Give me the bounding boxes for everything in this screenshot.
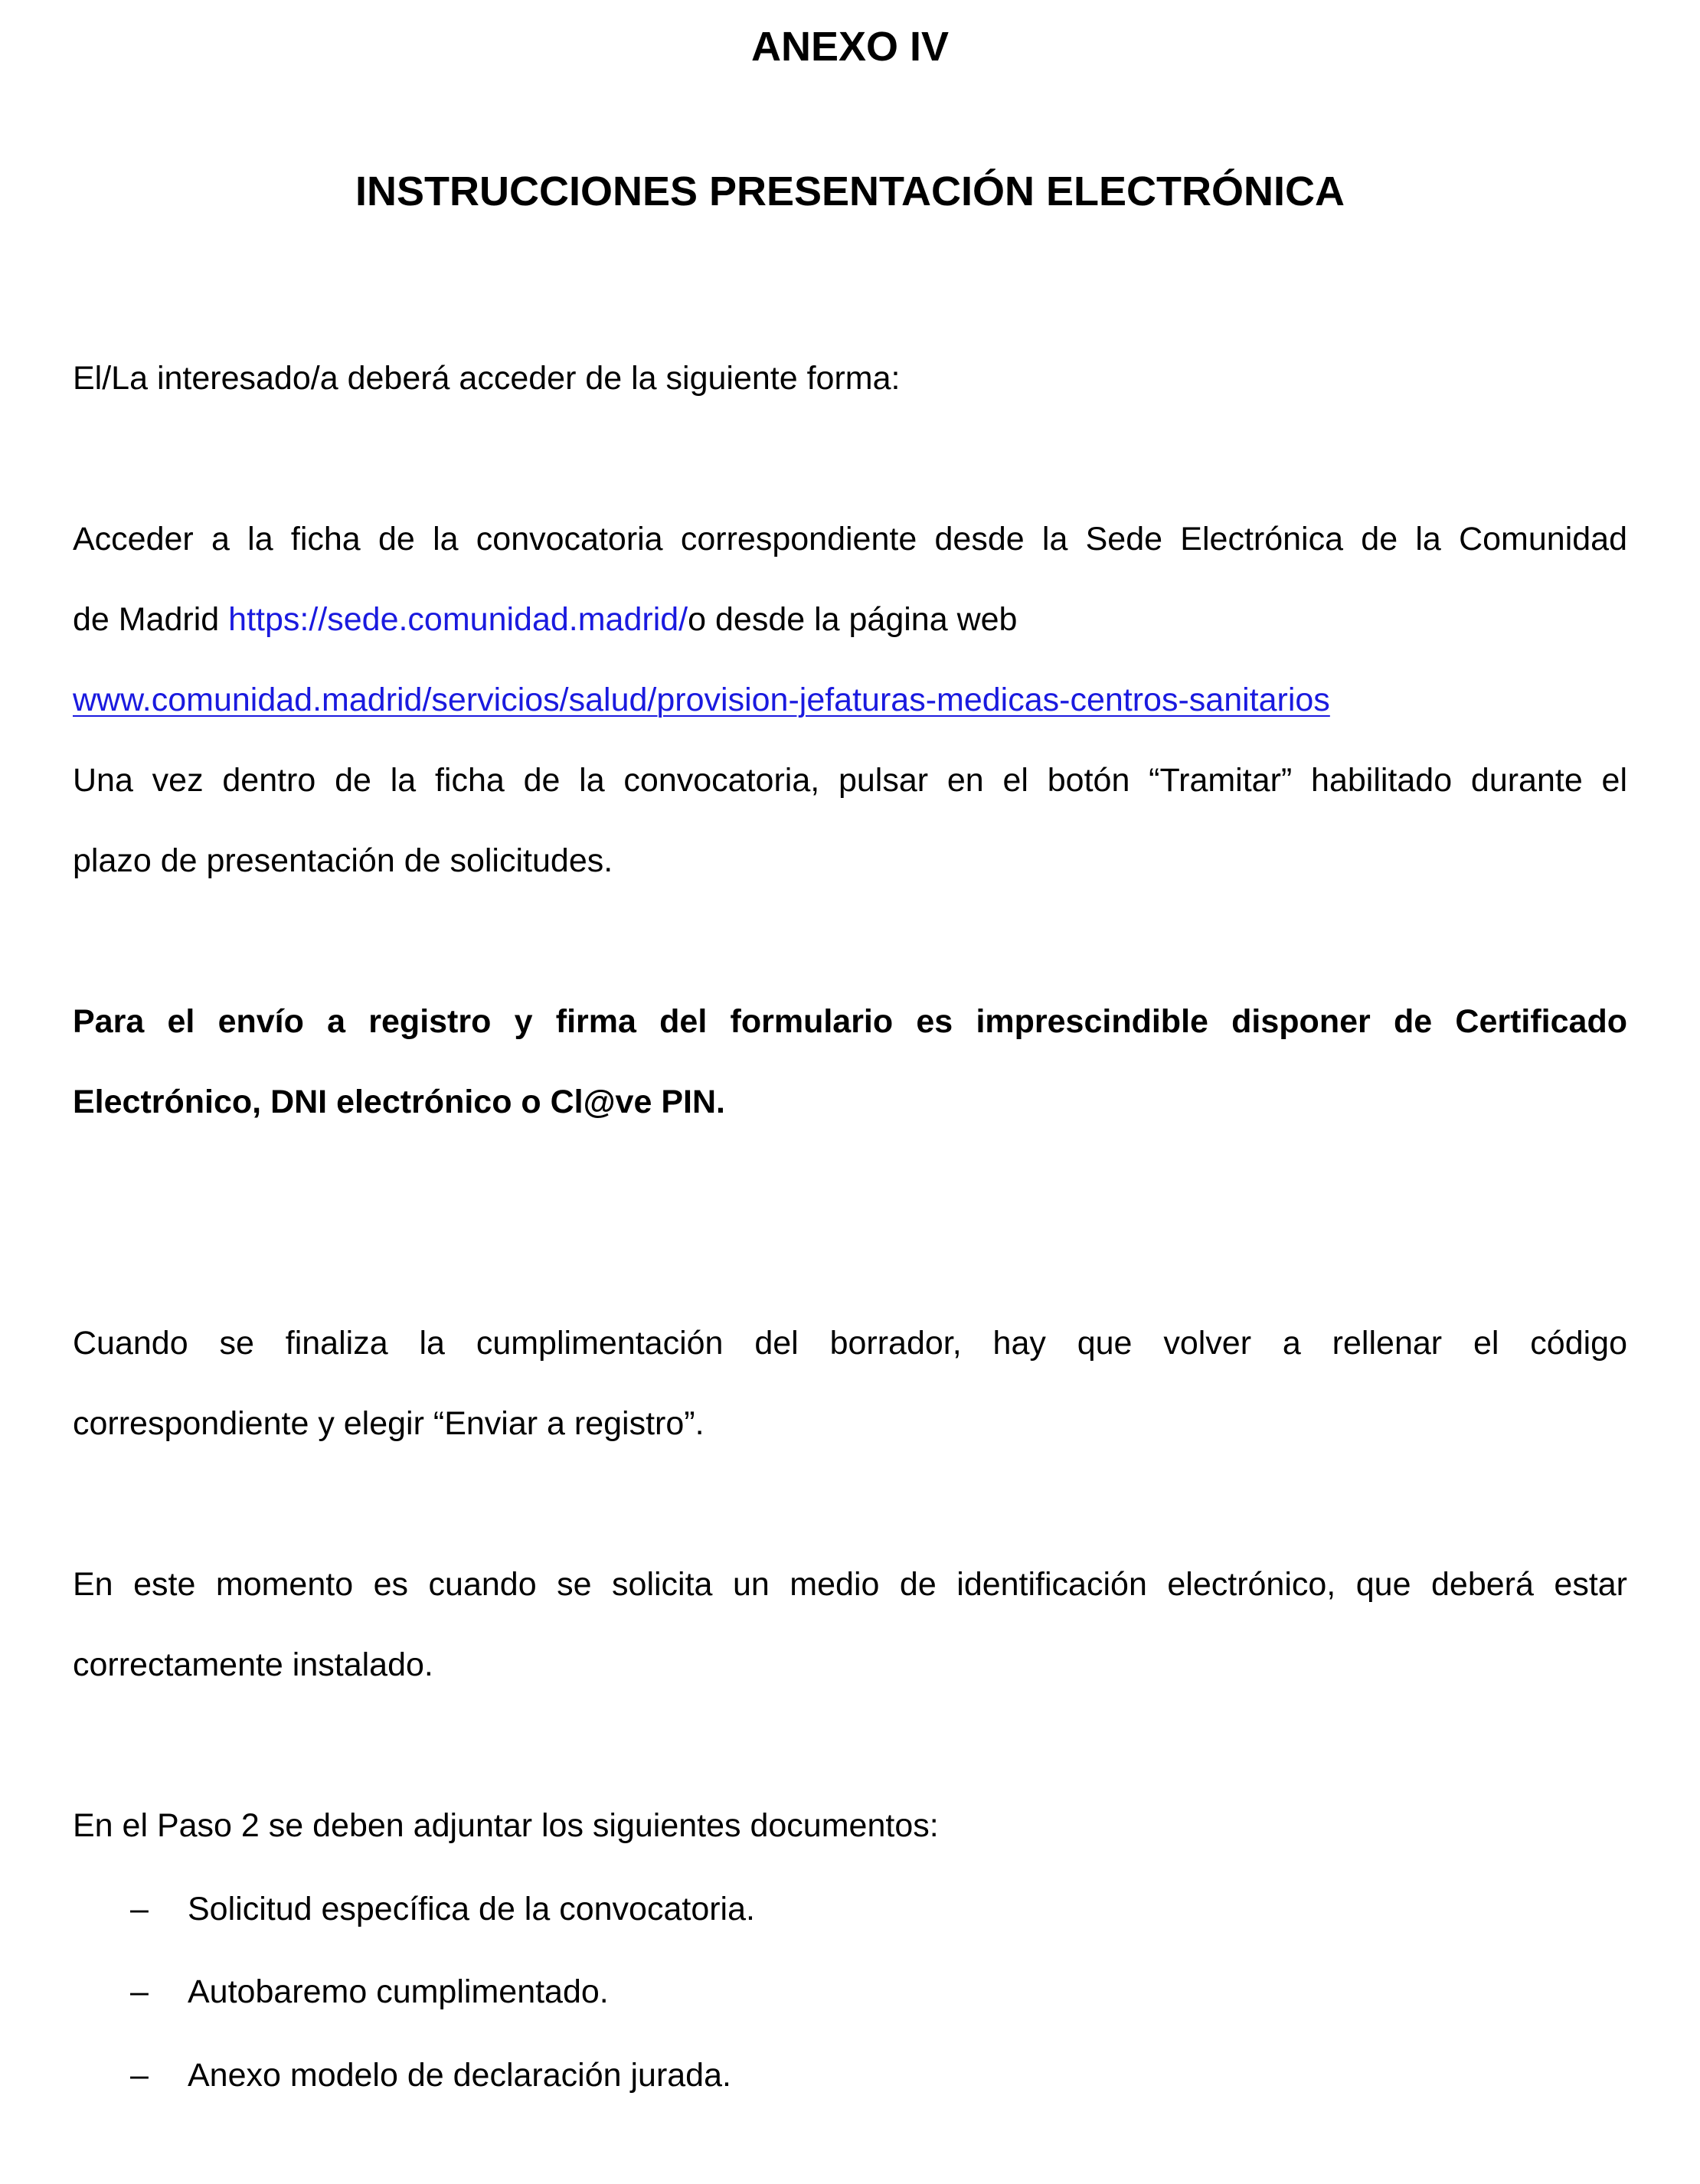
draft-line-2: correspondiente y elegir “Enviar a registro”. bbox=[73, 1405, 705, 1442]
step2-paragraph: En el Paso 2 se deben adjuntar los siguientes documentos: bbox=[73, 1807, 939, 1844]
web-link[interactable]: www.comunidad.madrid/servicios/salud/provision-jefaturas-medicas-centros-sanitarios bbox=[73, 682, 1330, 718]
tramitar-line-2: plazo de presentación de solicitudes. bbox=[73, 842, 613, 879]
access-line-2-suffix: o desde la página web bbox=[688, 601, 1018, 638]
identification-line-1: En este momento es cuando se solicita un medio de identificación electrónico, que deberá estar bbox=[73, 1566, 1627, 1603]
access-line-2-prefix: de Madrid bbox=[73, 601, 229, 638]
certificate-line-1: Para el envío a registro y firma del formulario es imprescindible disponer de Certificado bbox=[73, 1003, 1627, 1040]
certificate-line-2: Electrónico, DNI electrónico o Cl@ve PIN. bbox=[73, 1084, 725, 1120]
document-item-text: Anexo modelo de declaración jurada. bbox=[188, 2057, 731, 2094]
bullet-dash: – bbox=[130, 2057, 149, 2094]
document-item-text: Solicitud específica de la convocatoria. bbox=[188, 1891, 755, 1927]
annex-heading: ANEXO IV bbox=[750, 24, 950, 70]
draft-line-1: Cuando se finaliza la cumplimentación del borrador, hay que volver a rellenar el código bbox=[73, 1325, 1627, 1362]
intro-paragraph: El/La interesado/a deberá acceder de la siguiente forma: bbox=[73, 360, 901, 397]
access-line-2 bbox=[73, 598, 1017, 641]
document-item-text: Autobaremo cumplimentado. bbox=[188, 1973, 609, 2010]
web-link-line bbox=[73, 678, 1330, 721]
access-line-1: Acceder a la ficha de la convocatoria correspondiente desde la Sede Electrónica de la Comunidad bbox=[73, 521, 1627, 557]
bullet-dash: – bbox=[130, 1973, 149, 2010]
page-title: INSTRUCCIONES PRESENTACIÓN ELECTRÓNICA bbox=[355, 168, 1345, 214]
identification-line-2: correctamente instalado. bbox=[73, 1646, 433, 1683]
sede-link[interactable]: https://sede.comunidad.madrid/ bbox=[228, 601, 688, 638]
tramitar-line-1: Una vez dentro de la ficha de la convocatoria, pulsar en el botón “Tramitar” habilitado durante el bbox=[73, 762, 1627, 799]
bullet-dash: – bbox=[130, 1891, 149, 1927]
